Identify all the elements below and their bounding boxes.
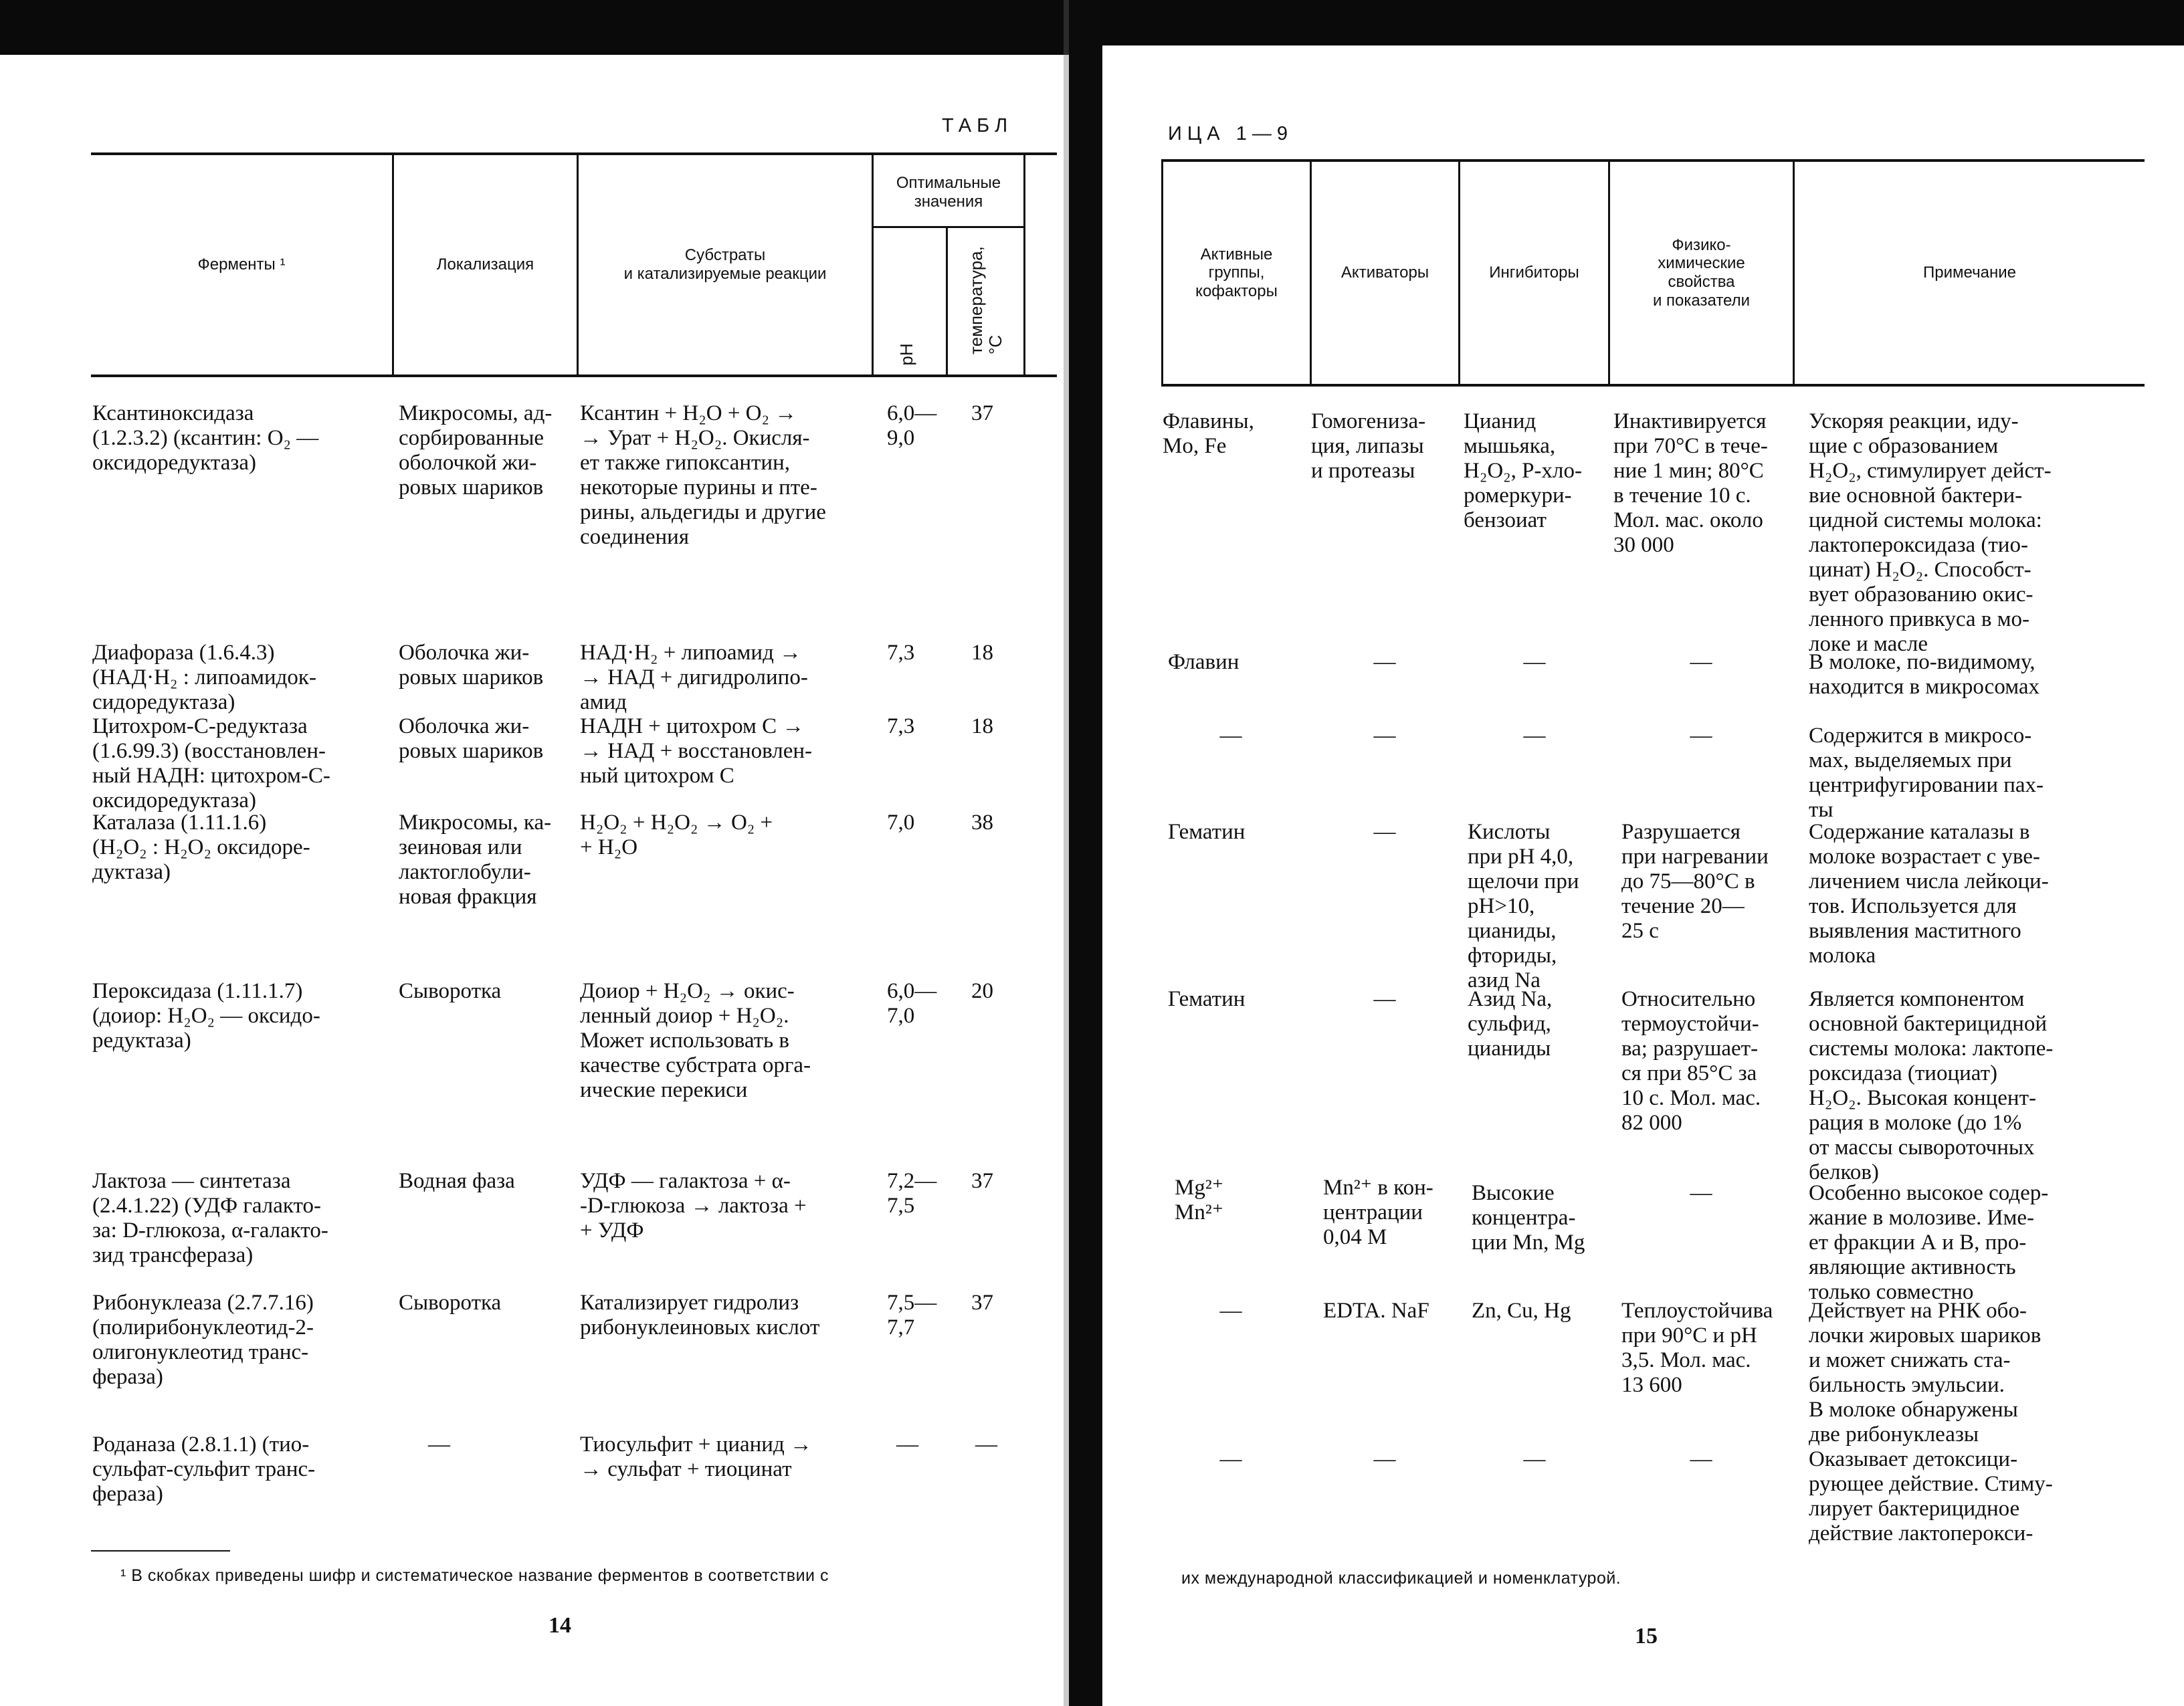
header-activators: Активаторы xyxy=(1341,263,1429,282)
subheader-rule xyxy=(872,226,1024,228)
enzyme-ph: 7,5— 7,7 xyxy=(887,1291,937,1340)
enzyme-name: Роданаза (2.8.1.1) (тио- сульфат-сульфит транс- фераза) xyxy=(92,1432,316,1506)
active-groups: Флавины, Mo, Fe xyxy=(1163,409,1254,458)
enzyme-temp: 37 xyxy=(971,1291,993,1315)
enzyme-reaction: УДФ — галактоза + α- -D-глюкоза → лактоза + + УДФ xyxy=(580,1169,807,1243)
enzyme-name: Диафораза (1.6.4.3) (НАД·Н₂ : липоамидок- сидоредуктаза) xyxy=(92,641,316,714)
enzyme-location: Оболочка жи- ровых шариков xyxy=(399,641,544,689)
header-enzymes: Ферменты ¹ xyxy=(197,255,286,274)
enzyme-ph: 6,0— 7,0 xyxy=(887,979,937,1028)
footnote-text: ¹ В скобках приведены шифр и систематическое название ферментов в соответствии с xyxy=(120,1566,829,1585)
enzyme-location: Сыворотка xyxy=(399,1291,502,1315)
active-groups: Mg²⁺ Mn²⁺ xyxy=(1175,1176,1224,1224)
enzyme-temp: 37 xyxy=(971,1169,993,1193)
enzyme-reaction: Катализирует гидролиз рибонуклеиновых кислот xyxy=(580,1291,820,1340)
activators: EDTA. NaF xyxy=(1323,1299,1429,1323)
header-temperature: температура, °С xyxy=(966,246,1005,354)
inhibitors: Азид Na, сульфид, цианиды xyxy=(1468,987,1553,1061)
enzyme-location: — xyxy=(428,1432,450,1457)
physchem: Относительно термоустойчи- ва; разрушает- ся при 85°С за 10 с. Мол. мас. 82 000 xyxy=(1621,987,1761,1135)
table-caption-right: ИЦА 1—9 xyxy=(1168,123,1293,144)
physchem: Теплоустойчива при 90°С и рН 3,5. Мол. мас. 13 600 xyxy=(1621,1299,1773,1397)
activators: — xyxy=(1373,987,1396,1011)
active-groups: — xyxy=(1219,724,1242,748)
enzyme-name: Каталаза (1.11.1.6) (Н₂О₂ : Н₂О₂ оксидоре- дуктаза) xyxy=(92,811,310,884)
table-caption-left: ТАБЛ xyxy=(942,115,1013,136)
physchem: — xyxy=(1690,1181,1712,1205)
activators: — xyxy=(1373,650,1396,674)
physchem: Разрушается при нагревании до 75—80°С в течение 20— 25 с xyxy=(1621,820,1769,943)
active-groups: Гематин xyxy=(1168,820,1246,844)
enzyme-temp: — xyxy=(975,1432,997,1457)
active-groups: — xyxy=(1219,1447,1242,1471)
enzyme-reaction: Доиор + Н₂О₂ → окис- ленный доиор + Н₂О₂. Может использовать в качестве субстрата орга- ические перекиси xyxy=(580,979,811,1102)
note: Особенно высокое содер- жание в молозиве. Име- ет фракции А и В, про- являющие активность только совместно xyxy=(1809,1181,2049,1304)
right-page xyxy=(1102,0,2184,1706)
enzyme-reaction: Ксантин + Н₂О + О₂ → → Урат + Н₂О₂. Окисля- ет также гипоксантин, некоторые пурины и пте- рины, альдегиды и другие соединения xyxy=(580,401,826,549)
active-groups: Гематин xyxy=(1168,987,1246,1011)
note: В молоке, по-видимому, находится в микросомах xyxy=(1809,650,2040,699)
header-ph: pH xyxy=(896,343,916,366)
header-physchem: Физико- химические свойства и показатели xyxy=(1652,235,1751,310)
enzyme-ph: 7,2— 7,5 xyxy=(887,1169,937,1218)
physchem: — xyxy=(1690,650,1712,674)
active-groups: Флавин xyxy=(1168,650,1239,674)
inhibitors: Цианид мышьяка, Н₂О₂, Р-хло- ромеркури- бензоиат xyxy=(1464,409,1582,532)
note: Действует на РНК обо- лочки жировых шариков и может снижать ста- бильность эмульсии. В молоке обнаружены две рибонуклеазы xyxy=(1809,1299,2042,1447)
page-number: 14 xyxy=(549,1613,571,1638)
inhibitors: Высокие концентра- ции Mn, Mg xyxy=(1472,1181,1585,1255)
enzyme-temp: 20 xyxy=(971,979,993,1003)
column-divider xyxy=(1023,155,1025,375)
enzyme-location: Сыворотка xyxy=(399,979,502,1003)
activators: — xyxy=(1373,1447,1396,1471)
enzyme-temp: 18 xyxy=(971,714,993,738)
physchem: — xyxy=(1690,724,1712,748)
enzyme-reaction: НАДН + цитохром С → → НАД + восстановлен- ный цитохром С xyxy=(580,714,813,788)
header-optimal: Оптимальные значения xyxy=(896,173,1001,211)
enzyme-ph: 7,0 xyxy=(887,811,915,835)
enzyme-location: Водная фаза xyxy=(399,1169,515,1193)
enzyme-reaction: Н₂О₂ + Н₂О₂ → О₂ + + Н₂О xyxy=(580,811,773,859)
inhibitors: — xyxy=(1523,1447,1546,1471)
activators: — xyxy=(1373,820,1396,844)
inhibitors: — xyxy=(1523,724,1546,748)
note: Является компонентом основной бактерицидной системы молока: лактопе- роксидаза (тиоциат) Н₂О₂. Высокая концент- рация в молоке (до 1% от массы сывороточных белков) xyxy=(1809,987,2054,1184)
table-header-rule xyxy=(91,375,1057,377)
enzyme-name: Пероксидаза (1.11.1.7) (доиор: Н₂О₂ — оксидо- редуктаза) xyxy=(92,979,320,1053)
page-number: 15 xyxy=(1635,1624,1658,1648)
enzyme-ph: 6,0— 9,0 xyxy=(887,401,937,450)
enzyme-reaction: Тиосульфит + цианид → → сульфат + тиоцинат xyxy=(580,1432,812,1481)
column-divider xyxy=(946,227,948,375)
footnote-continuation: их международной классификацией и номенклатурой. xyxy=(1181,1569,1621,1588)
enzyme-temp: 38 xyxy=(971,811,993,835)
enzyme-location: Микросомы, ка- зеиновая или лактоглобули- новая фракция xyxy=(399,811,552,909)
note: Содержание каталазы в молоке возрастает с уве- личением числа лейкоци- тов. Используется для выявления маститного молока xyxy=(1809,820,2049,968)
enzyme-reaction: НАД·Н₂ + липоамид → → НАД + дигидролипо- амид xyxy=(580,641,808,714)
inhibitors: — xyxy=(1523,650,1546,674)
table-header-rule xyxy=(1161,384,2145,387)
book-spine xyxy=(1069,0,1102,1706)
enzyme-location: Микросомы, ад- сорбированные оболочкой жи- ровых шариков xyxy=(399,401,553,500)
enzyme-temp: 37 xyxy=(971,401,993,425)
inhibitors: Zn, Cu, Hg xyxy=(1472,1299,1571,1323)
enzyme-location: Оболочка жи- ровых шариков xyxy=(399,714,544,763)
enzyme-ph: 7,3 xyxy=(887,641,915,665)
enzyme-name: Цитохром-С-редуктаза (1.6.99.3) (восстановлен- ный НАДН: цитохром-С- оксидоредуктаза) xyxy=(92,714,330,813)
enzyme-name: Лактоза — синтетаза (2.4.1.22) (УДФ галакто- за: D-глюкоза, α-галакто- зид трансфераза) xyxy=(92,1169,328,1267)
header-location: Локализация xyxy=(436,255,534,274)
enzyme-name: Рибонуклеаза (2.7.7.16) (полирибонуклеотид-2- олигонуклеотид транс- фераза) xyxy=(92,1291,314,1389)
enzyme-temp: 18 xyxy=(971,641,993,665)
enzyme-ph: 7,3 xyxy=(887,714,915,738)
inhibitors: Кислоты при рН 4,0, щелочи при рН>10, цианиды, фториды, азид Na xyxy=(1468,820,1579,992)
activators: Mn²⁺ в кон- центрации 0,04 М xyxy=(1323,1176,1433,1249)
header-substrates: Субстраты и катализируемые реакции xyxy=(623,246,827,283)
enzyme-ph: — xyxy=(896,1432,918,1457)
active-groups: — xyxy=(1219,1299,1242,1323)
left-page xyxy=(0,0,1064,1706)
note: Содержится в микросо- мах, выделяемых при центрифугировании пах- ты xyxy=(1809,724,2044,822)
header-note: Примечание xyxy=(1923,263,2016,282)
note: Ускоряя реакции, иду- щие с образованием Н₂О₂, стимулирует дейст- вие основной бактери- цидной системы молока: лактопероксидаза (тио- цинат) Н₂О₂. Способст- вует образованию окис- ленного привкуса в мо- локе и масле xyxy=(1809,409,2052,656)
physchem: Инактивируется при 70°С в тече- ние 1 мин; 80°С в течение 10 с. Мол. мас. около 30 000 xyxy=(1613,409,1768,557)
footnote-separator xyxy=(91,1550,230,1552)
header-inhibitors: Ингибиторы xyxy=(1489,263,1579,282)
enzyme-name: Ксантиноксидаза (1.2.3.2) (ксантин: О₂ — оксидоредуктаза) xyxy=(92,401,319,475)
activators: Гомогениза- ция, липазы и протеазы xyxy=(1311,409,1426,483)
note: Оказывает детоксици- рующее действие. Стиму- лирует бактерицидное действие лактоперокси- xyxy=(1809,1447,2053,1545)
header-active-groups: Активные группы, кофакторы xyxy=(1195,245,1278,300)
activators: — xyxy=(1373,724,1396,748)
physchem: — xyxy=(1690,1447,1712,1471)
